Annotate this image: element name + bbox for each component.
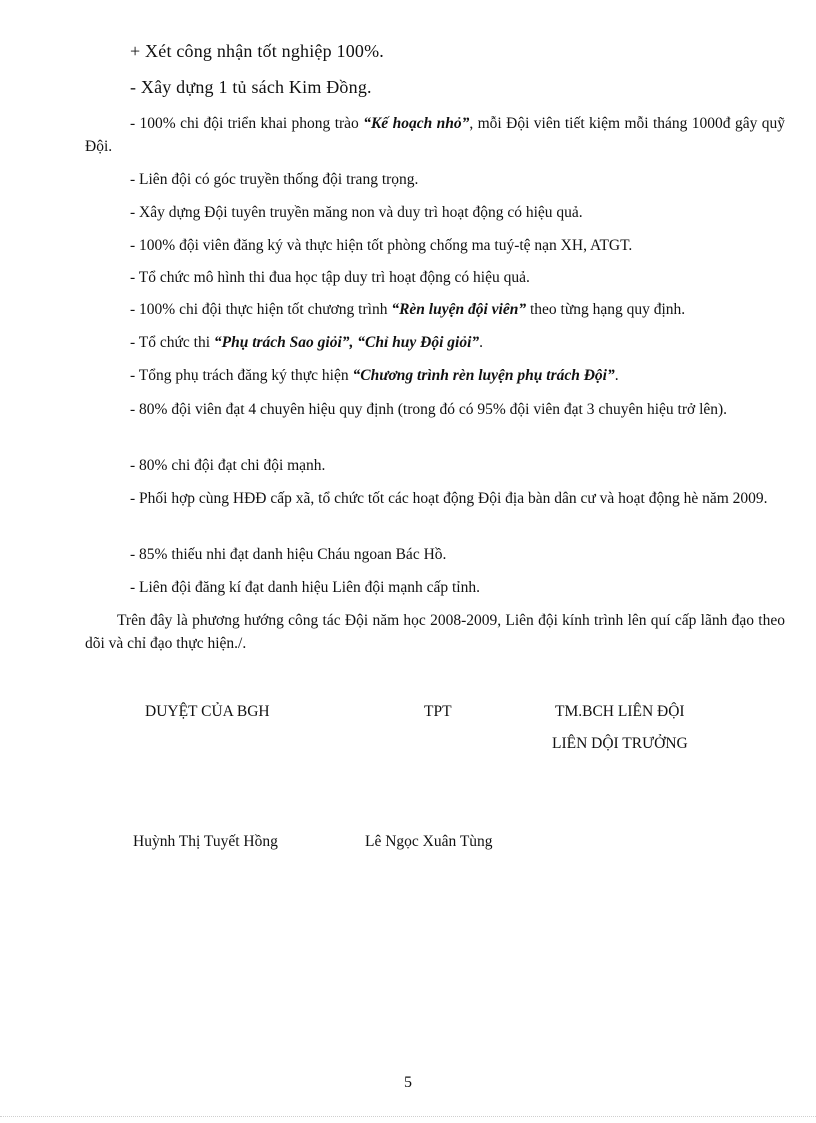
list-item: - Tổ chức mô hình thi đua học tập duy trì hoạt động có hiệu quả. — [130, 269, 530, 286]
list-item: - Liên đội có góc truyền thống đội trang trọng. — [130, 171, 419, 188]
page-number: 5 — [404, 1074, 412, 1091]
list-item: - 80% chi đội đạt chi đội mạnh. — [130, 457, 326, 474]
signature-title-bgh: DUYỆT CỦA BGH — [145, 703, 270, 720]
list-item: - 85% thiếu nhi đạt danh hiệu Cháu ngoan Bác Hồ. — [130, 546, 447, 563]
list-item: - Xây dựng Đội tuyên truyền măng non và duy trì hoạt động có hiệu quả. — [130, 204, 583, 221]
signature-name-tpt: Lê Ngọc Xuân Tùng — [365, 833, 493, 850]
list-item: - Tổ chức thi “Phụ trách Sao giỏi”, “Chỉ huy Đội giỏi”. — [130, 334, 484, 351]
emphasis-text: “Chương trình rèn luyện phụ trách Đội” — [352, 367, 615, 384]
list-item: - Tổng phụ trách đăng ký thực hiện “Chương trình rèn luyện phụ trách Đội”. — [130, 367, 619, 384]
signature-name-bgh: Huỳnh Thị Tuyết Hồng — [133, 833, 278, 850]
signature-title-bch: TM.BCH LIÊN ĐỘI — [555, 703, 685, 720]
emphasis-text: “Kế hoạch nhỏ” — [363, 115, 470, 132]
page-divider — [0, 1116, 816, 1117]
heading-graduation: + Xét công nhận tốt nghiệp 100%. — [130, 41, 385, 61]
heading-bookshelf: - Xây dựng 1 tủ sách Kim Đồng. — [130, 77, 372, 97]
list-item: - 80% đội viên đạt 4 chuyên hiệu quy định (trong đó có 95% đội viên đạt 3 chuyên hiệu trở lên). — [130, 401, 728, 418]
list-item: - 100% chi đội triển khai phong trào “Kế hoạch nhỏ”, mỗi Đội viên tiết kiệm mỗi tháng 1000đ gây quỹ Đội. — [85, 115, 785, 155]
signature-title-tpt: TPT — [424, 703, 452, 720]
list-item: - 100% đội viên đăng ký và thực hiện tốt phòng chống ma tuý-tệ nạn XH, ATGT. — [130, 237, 633, 254]
list-item: - Liên đội đăng kí đạt danh hiệu Liên đội mạnh cấp tỉnh. — [130, 579, 480, 596]
signature-subtitle-bch: LIÊN DỘI TRƯỞNG — [552, 735, 688, 752]
list-item: - 100% chi đội thực hiện tốt chương trình “Rèn luyện đội viên” theo từng hạng quy định. — [130, 301, 686, 318]
list-item: - Phối hợp cùng HĐĐ cấp xã, tổ chức tốt các hoạt động Đội địa bàn dân cư và hoạt động hè năm 2009. — [130, 490, 768, 507]
closing-paragraph: Trên đây là phương hướng công tác Đội năm học 2008-2009, Liên đội kính trình lên quí cấp lãnh đạo theo dõi và chỉ đạo thực hiện./. — [85, 612, 785, 652]
emphasis-text: “Rèn luyện đội viên” — [391, 301, 527, 318]
emphasis-text: “Phụ trách Sao giỏi”, “Chỉ huy Đội giỏi” — [213, 334, 480, 351]
